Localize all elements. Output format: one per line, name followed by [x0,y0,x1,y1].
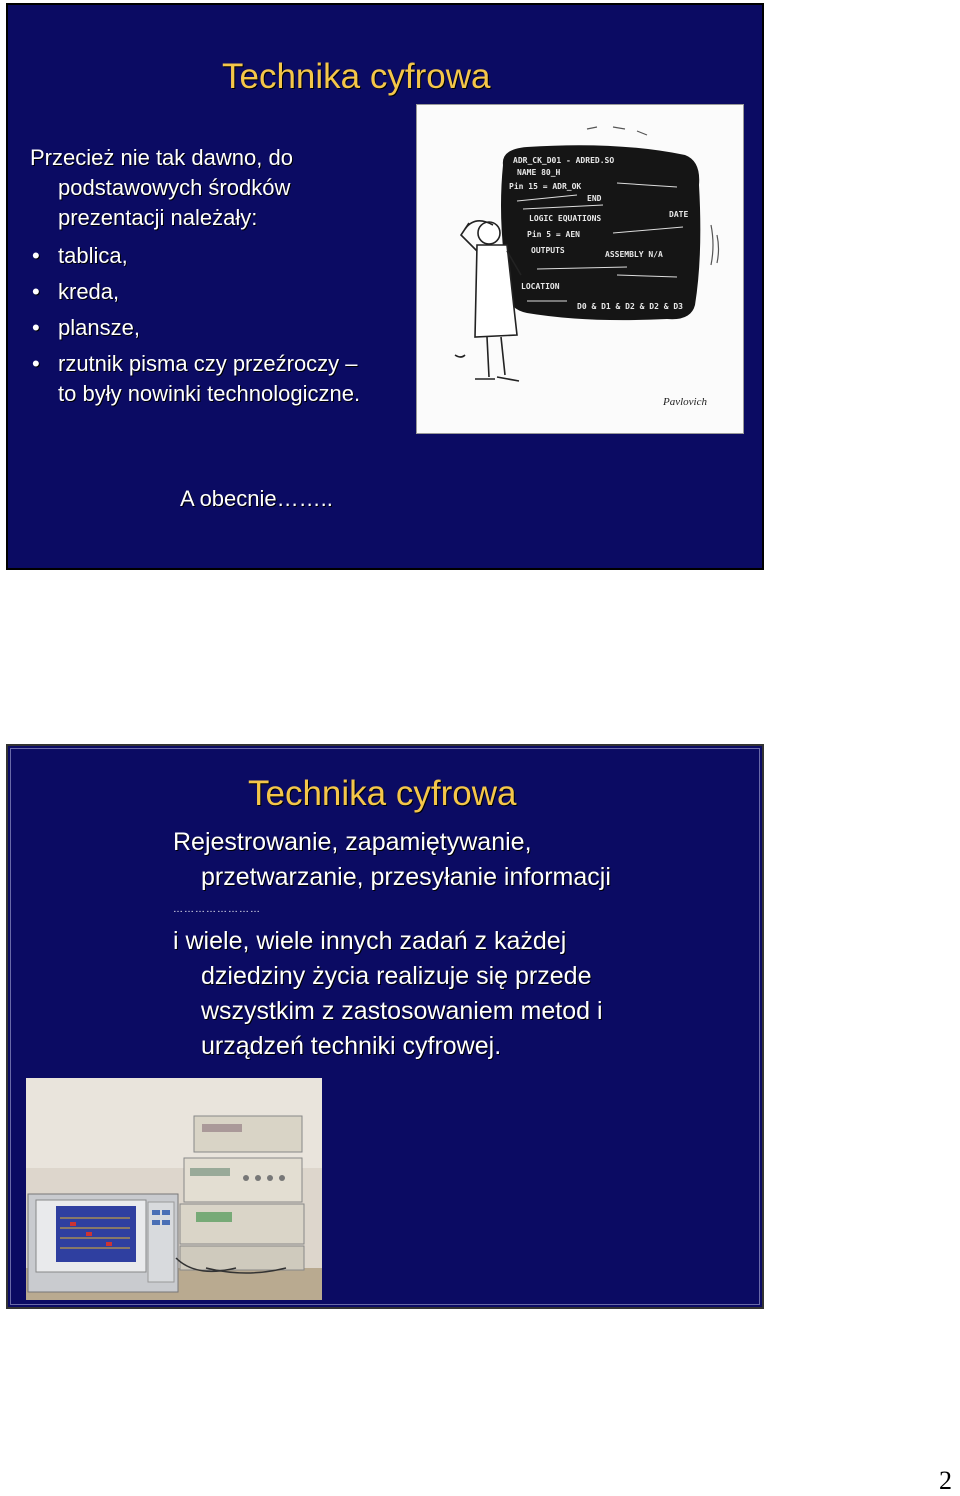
bullet-text: rzutnik pisma czy przeźroczy – [58,351,358,376]
paragraph-line-4: urządzeń techniki cyfrowej. [201,1032,502,1060]
list-item [30,313,420,343]
slide-1 [6,3,764,570]
bullet-text: kreda, [58,279,120,304]
slide-2-paragraph [173,924,733,1064]
slide-2-line-2: przetwarzanie, przesyłanie informacji [201,863,611,891]
bullet-text-continued: to były nowinki technologiczne. [58,381,361,406]
cartoon-illustration [416,104,744,434]
intro-line-1: Przecież nie tak dawno, do [30,145,293,170]
list-item [30,241,420,271]
list-item [30,277,420,307]
slide-2-title: Technika cyfrowa [248,774,517,813]
board-text: ADR_CK_D01 - ADRED.SO [513,156,615,165]
bullet-icon: • [32,351,40,376]
bullet-text: tablica, [58,243,128,268]
board-text: Pin 5 = AEN [527,230,580,239]
page-number: 2 [939,1466,952,1495]
lab-equipment-drawing [26,1078,322,1300]
board-text: ASSEMBLY N/A [605,250,663,259]
board-text: OUTPUTS [531,246,565,255]
cartoon-signature: Pavlovich [663,396,707,408]
slide-1-title: Technika cyfrowa [222,57,491,96]
intro-line-2: podstawowych środków [58,175,291,200]
board-text: Pin 15 = ADR_OK [509,182,582,191]
board-text: END [587,194,602,203]
board-text: DATE [669,210,689,219]
bullet-icon: • [32,243,40,268]
lab-equipment-photo [26,1078,322,1300]
dotted-separator: …………………… [173,904,261,915]
cartoon-drawing [417,105,743,433]
bullet-text: plansze, [58,315,140,340]
board-text: D0 & D1 & D2 & D2 & D3 [577,302,683,311]
list-item [30,349,420,409]
intro-line-3: prezentacji należały: [58,205,258,230]
slide-1-bullet-list [30,241,420,415]
slide-1-closing: A obecnie…….. [180,486,333,511]
slide-1-intro [30,143,410,233]
board-text: LOCATION [521,282,560,291]
paragraph-line-3: wszystkim z zastosowaniem metod i [201,997,603,1025]
bullet-icon: • [32,279,40,304]
bullet-icon: • [32,315,40,340]
slide-2-heading-text [173,825,733,895]
slide-2-line-1: Rejestrowanie, zapamiętywanie, [173,828,532,856]
board-text: LOGIC EQUATIONS [529,214,602,223]
paragraph-line-1: i wiele, wiele innych zadań z każdej [173,927,567,955]
slide-2 [6,744,764,1309]
board-text: NAME 80_H [517,168,561,177]
paragraph-line-2: dziedziny życia realizuje się przede [201,962,592,990]
